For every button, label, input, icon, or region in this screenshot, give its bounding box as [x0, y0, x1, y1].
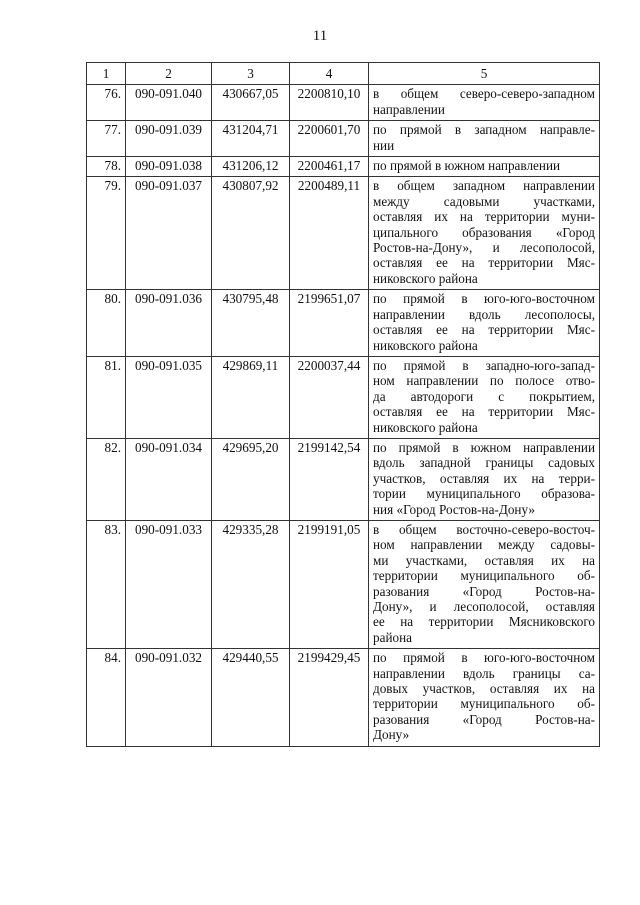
table-row	[87, 177, 600, 290]
boundary-points-table	[86, 62, 600, 747]
boundary-description-cell	[369, 290, 600, 357]
y-coordinate-cell: 2200489,11	[290, 177, 369, 290]
x-coordinate-cell: 431206,12	[212, 157, 290, 177]
row-number-cell: 84.	[87, 649, 126, 746]
y-coordinate-cell: 2199429,45	[290, 649, 369, 746]
table-row	[87, 157, 600, 177]
point-code-cell: 090-091.033	[126, 520, 212, 648]
table-body	[87, 85, 600, 746]
x-coordinate-cell: 429695,20	[212, 438, 290, 520]
boundary-description-cell	[369, 157, 600, 177]
column-header-1: 1	[87, 63, 126, 85]
description-line: разования «Город Ростов-на-	[373, 583, 595, 599]
table-row	[87, 649, 600, 746]
boundary-description-cell	[369, 121, 600, 157]
boundary-description-cell	[369, 438, 600, 520]
point-code-cell: 090-091.039	[126, 121, 212, 157]
table-row	[87, 356, 600, 438]
description-line: ципального образования «Город	[373, 224, 595, 240]
description-line: в общем восточно-северо-восточ-	[373, 521, 595, 537]
x-coordinate-cell: 430667,05	[212, 85, 290, 121]
row-number-cell: 79.	[87, 177, 126, 290]
description-line: в общем западном направлении	[373, 178, 595, 194]
row-number-cell: 83.	[87, 520, 126, 648]
description-line: ном направлении по полосе отво-	[373, 373, 595, 389]
point-code-cell: 090-091.040	[126, 85, 212, 121]
description-line: направлении	[373, 101, 445, 117]
description-line: оставляя ее на территории Мяс-	[373, 255, 595, 271]
row-number-cell: 77.	[87, 121, 126, 157]
y-coordinate-cell: 2199651,07	[290, 290, 369, 357]
boundary-description-cell	[369, 520, 600, 648]
x-coordinate-cell: 429440,55	[212, 649, 290, 746]
row-number-cell: 76.	[87, 85, 126, 121]
description-line: ее на территории Мясниковского	[373, 614, 595, 630]
page-number: 11	[312, 28, 328, 44]
point-code-cell: 090-091.034	[126, 438, 212, 520]
row-number-cell: 78.	[87, 157, 126, 177]
column-header-4: 4	[290, 63, 369, 85]
point-code-cell: 090-091.036	[126, 290, 212, 357]
boundary-description-cell	[369, 356, 600, 438]
boundary-description-cell	[369, 85, 600, 121]
x-coordinate-cell: 429335,28	[212, 520, 290, 648]
description-line: Ростов-на-Дону», и лесополосой,	[373, 240, 595, 256]
description-line: никовского района	[373, 270, 478, 286]
description-line: вдоль западной границы садовых	[373, 455, 595, 471]
x-coordinate-cell: 431204,71	[212, 121, 290, 157]
boundary-description-cell	[369, 177, 600, 290]
description-line: по прямой в южном направлении	[373, 439, 595, 455]
row-number-cell: 82.	[87, 438, 126, 520]
point-code-cell: 090-091.038	[126, 157, 212, 177]
description-line: территории муниципального об-	[373, 568, 595, 584]
x-coordinate-cell: 430807,92	[212, 177, 290, 290]
description-line: в общем северо-северо-западном	[373, 86, 595, 102]
description-line: ми участками, оставляя их на	[373, 552, 595, 568]
description-line: никовского района	[373, 337, 478, 353]
boundary-description-cell	[369, 649, 600, 746]
y-coordinate-cell: 2200810,10	[290, 85, 369, 121]
description-line: по прямой в западно-юго-запад-	[373, 357, 595, 373]
description-line: по прямой в юго-юго-восточном	[373, 650, 595, 666]
description-line: тории муниципального образова-	[373, 486, 595, 502]
description-line: направлении вдоль лесополосы,	[373, 306, 595, 322]
description-line: нии	[373, 137, 395, 153]
description-line: Дону»	[373, 727, 410, 743]
y-coordinate-cell: 2200461,17	[290, 157, 369, 177]
description-line: направлении вдоль границы са-	[373, 665, 595, 681]
x-coordinate-cell: 430795,48	[212, 290, 290, 357]
y-coordinate-cell: 2199142,54	[290, 438, 369, 520]
description-line: между садовыми участками,	[373, 193, 595, 209]
point-code-cell: 090-091.037	[126, 177, 212, 290]
row-number-cell: 81.	[87, 356, 126, 438]
description-line: да автодороги с покрытием,	[373, 388, 595, 404]
column-header-5: 5	[369, 63, 600, 85]
description-line: оставляя их на территории муни-	[373, 209, 595, 225]
description-line: оставляя ее на территории Мяс-	[373, 322, 595, 338]
y-coordinate-cell: 2200037,44	[290, 356, 369, 438]
table-row	[87, 520, 600, 648]
x-coordinate-cell: 429869,11	[212, 356, 290, 438]
description-line: никовского района	[373, 419, 478, 435]
description-line: оставляя ее на территории Мяс-	[373, 404, 595, 420]
column-header-2: 2	[126, 63, 212, 85]
description-line: по прямой в западном направле-	[373, 122, 595, 138]
description-line: участков, оставляя их на терри-	[373, 470, 595, 486]
point-code-cell: 090-091.035	[126, 356, 212, 438]
description-line: по прямой в южном направлении	[373, 158, 561, 174]
table-row	[87, 121, 600, 157]
y-coordinate-cell: 2199191,05	[290, 520, 369, 648]
table-row	[87, 290, 600, 357]
row-number-cell: 80.	[87, 290, 126, 357]
description-line: Дону», и лесополосой, оставляя	[373, 599, 595, 614]
column-header-3: 3	[212, 63, 290, 85]
y-coordinate-cell: 2200601,70	[290, 121, 369, 157]
description-line: разования «Город Ростов-на-	[373, 711, 595, 727]
description-line: довых участков, оставляя их на	[373, 681, 595, 697]
description-line: территории муниципального об-	[373, 696, 595, 712]
description-line: ном направлении между садовы-	[373, 537, 595, 553]
table-header-row	[87, 63, 600, 85]
point-code-cell: 090-091.032	[126, 649, 212, 746]
table-row	[87, 85, 600, 121]
description-line: по прямой в юго-юго-восточном	[373, 291, 595, 307]
description-line: района	[373, 629, 413, 645]
table-row	[87, 438, 600, 520]
description-line: ния «Город Ростов-на-Дону»	[373, 501, 535, 517]
